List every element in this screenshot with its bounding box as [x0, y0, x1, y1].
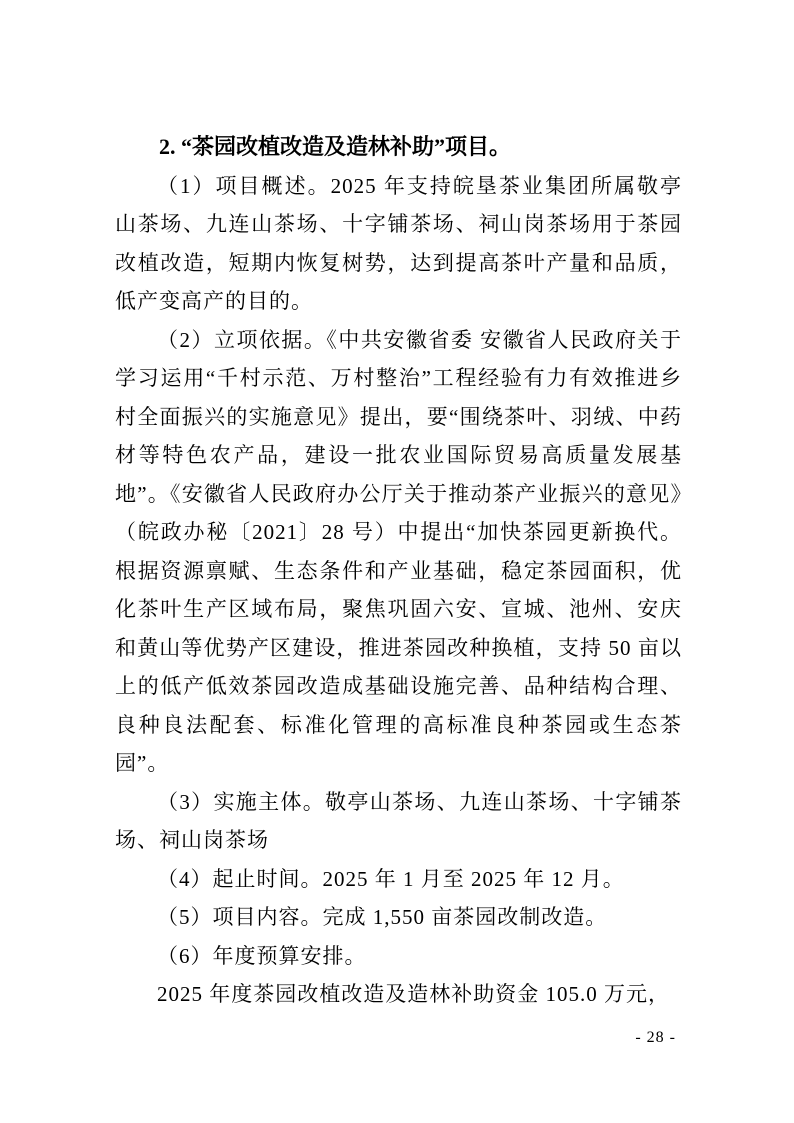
paragraph-project-basis: （2）立项依据。《中共安徽省委 安徽省人民政府关于学习运用“千村示范、万村整治”工程经验有力有效推进乡村全面振兴的实施意见》提出，要“围绕茶叶、羽绒、中药材等特色农产品，建设一批农业国际贸易高质量发展基地”。《安徽省人民政府办公厅关于推动茶产业振兴的意见》（皖政办秘〔2021〕28 号）中提出“加快茶园更新换代。根据资源禀赋、生态条件和产业基础，稳定茶园面积，优化茶叶生产区域布局，聚焦巩固六安、宣城、池州、安庆和黄山等优势产区建设，推进茶园改种换植，支持 50 亩以上的低产低效茶园改造成基础设施完善、品种结构合理、良种良法配套、标准化管理的高标准良种茶园或生态茶园”。 [115, 327, 682, 775]
paragraph-budget-amount: 2025 年度茶园改植改造及造林补助资金 105.0 万元， [157, 982, 670, 1006]
document-body [115, 128, 682, 1014]
paragraph-project-overview: （1）项目概述。2025 年支持皖垦茶业集团所属敬亭山茶场、九连山茶场、十字铺茶场、祠山岗茶场用于茶园改植改造，短期内恢复树势，达到提高茶叶产量和品质，低产变高产的目的。 [115, 173, 682, 313]
section-heading: 2. “茶园改植改造及造林补助”项目。 [159, 134, 512, 159]
page-number: - 28 - [635, 1029, 676, 1046]
paragraph-project-content: （5）项目内容。完成 1,550 亩茶园改制改造。 [157, 905, 608, 929]
paragraph-annual-budget-heading: （6）年度预算安排。 [157, 943, 367, 968]
paragraph-implementing-entities: （3）实施主体。敬亭山茶场、九连山茶场、十字铺茶场、祠山岗茶场 [115, 789, 682, 852]
paragraph-time-period: （4）起止时间。2025 年 1 月至 2025 年 12 月。 [157, 866, 625, 891]
